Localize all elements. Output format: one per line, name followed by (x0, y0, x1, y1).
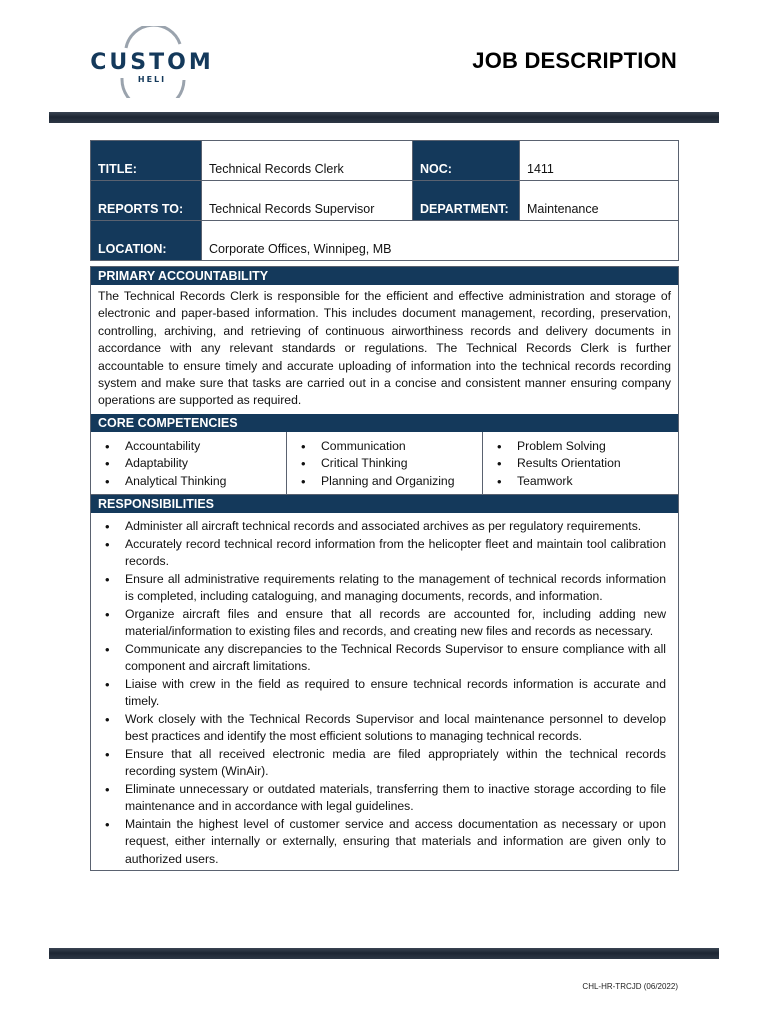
footer-divider-bar (49, 948, 719, 959)
document-code: CHL-HR-TRCJD (06/2022) (582, 982, 678, 991)
list-item: • Accountability (101, 438, 280, 456)
competencies-grid (91, 432, 678, 496)
list-item: • Problem Solving (493, 438, 672, 456)
list-item: • Analytical Thinking (101, 473, 280, 491)
reports-to-label: REPORTS TO: (91, 181, 202, 221)
list-item: • Eliminate unnecessary or outdated materials, transferring them to inactive storage according to file maintenance and in accordance with legal guidelines. (101, 781, 666, 816)
table-row (91, 141, 679, 181)
document-title: JOB DESCRIPTION (472, 48, 677, 73)
list-item: • Adaptability (101, 455, 280, 473)
list-item: • Accurately record technical record information from the helicopter fleet and maintain tool calibration records. (101, 536, 666, 571)
noc-label: NOC: (413, 141, 520, 181)
responsibilities-list (91, 513, 678, 870)
department-label: DEPARTMENT: (413, 181, 520, 221)
job-info-table (90, 140, 679, 261)
table-row (91, 221, 679, 261)
logo-wordmark: CUSTOM (90, 50, 214, 75)
title-value: Technical Records Clerk (202, 141, 413, 181)
primary-accountability-text: The Technical Records Clerk is responsible for the efficient and effective administration and storage of electronic and paper-based information. This includes document management, recording, preservation, controlling, archiving, and retrieving of continuous airworthiness records and delivery documents in accordance with any relevant standards or regulations. The Technical Records Clerk is further accountable to ensure timely and accurate uploading of information into the technical records recording system and make sure that tasks are carried out in a concise and consistent manner ensuring company operations are supported as required. (98, 289, 671, 408)
list-item: • Critical Thinking (297, 455, 476, 473)
location-label: LOCATION: (91, 221, 202, 261)
competencies-column-1 (91, 432, 286, 495)
noc-value: 1411 (520, 141, 679, 181)
competencies-column-3 (482, 432, 678, 495)
company-logo (88, 26, 216, 98)
location-value: Corporate Offices, Winnipeg, MB (202, 221, 679, 261)
list-item: • Planning and Organizing (297, 473, 476, 491)
list-item: • Administer all aircraft technical records and associated archives as per regulatory requirements. (101, 518, 666, 536)
list-item: • Communication (297, 438, 476, 456)
logo-subtext: HELI (137, 75, 167, 84)
header-divider-bar (49, 112, 719, 123)
competencies-column-2 (286, 432, 482, 495)
list-item: • Organize aircraft files and ensure that all records are accounted for, including adding new material/information to existing files and records, and creating new files and records as necessary. (101, 606, 666, 641)
list-item: • Results Orientation (493, 455, 672, 473)
primary-accountability-section (90, 266, 679, 871)
list-item: • Maintain the highest level of customer service and access documentation as necessary or upon request, either internally or externally, ensuring that materials and information are given only to authorized users. (101, 816, 666, 869)
department-value: Maintenance (520, 181, 679, 221)
list-item: • Teamwork (493, 473, 672, 491)
list-item: • Work closely with the Technical Records Supervisor and local maintenance personnel to develop best practices and identify the most efficient solutions to managing technical records. (101, 711, 666, 746)
list-item: • Ensure all administrative requirements relating to the management of technical records information is completed, including cataloguing, and managing documents, records, and information. (101, 571, 666, 606)
responsibilities-heading: RESPONSIBILITIES (91, 495, 678, 513)
list-item: • Ensure that all received electronic media are filed appropriately within the technical records recording system (WinAir). (101, 746, 666, 781)
table-row (91, 181, 679, 221)
list-item: • Liaise with crew in the field as required to ensure technical records information is accurate and timely. (101, 676, 666, 711)
list-item: • Communicate any discrepancies to the Technical Records Supervisor to ensure compliance with all component and aircraft limitations. (101, 641, 666, 676)
title-label: TITLE: (91, 141, 202, 181)
reports-to-value: Technical Records Supervisor (202, 181, 413, 221)
core-competencies-heading: CORE COMPETENCIES (91, 414, 678, 432)
primary-accountability-heading: PRIMARY ACCOUNTABILITY (91, 267, 678, 285)
